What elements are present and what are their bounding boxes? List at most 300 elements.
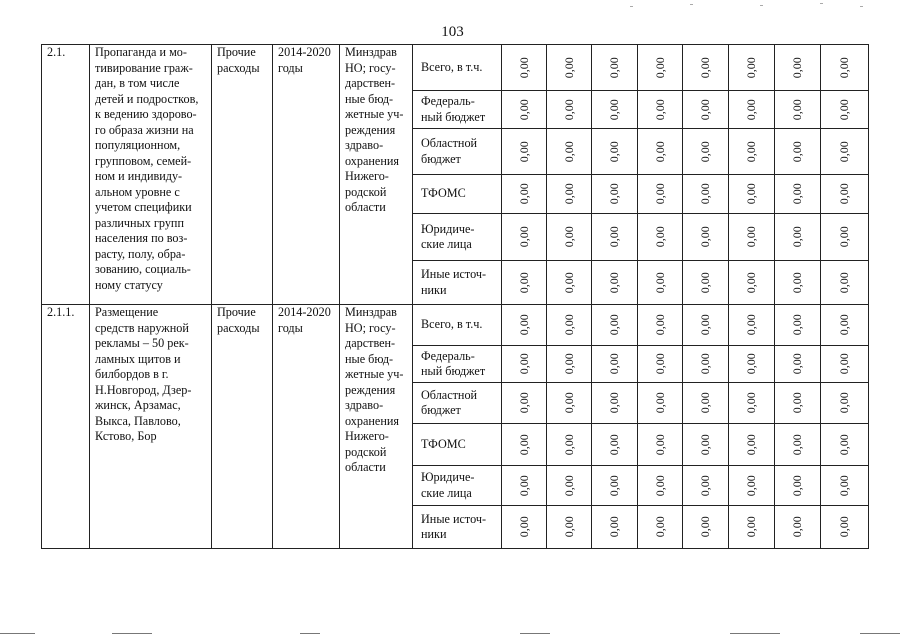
scan-edge-line [300, 633, 320, 634]
amount-value: 0,00 [606, 99, 621, 120]
amount-value: 0,00 [561, 272, 576, 293]
item-name-line: тивирование граж- [95, 60, 193, 75]
amount-value: 0,00 [606, 353, 621, 375]
executor-line: Минздрав [345, 45, 397, 59]
amount-value: 0,00 [561, 434, 576, 455]
funding-source [413, 261, 502, 305]
amount-cell [638, 346, 683, 383]
amount-value: 0,00 [516, 141, 531, 162]
amount-cell [638, 175, 683, 214]
executor-line: здраво- [345, 398, 384, 412]
amount-value: 0,00 [561, 226, 576, 248]
amount-value: 0,00 [789, 226, 804, 248]
amount-value: 0,00 [789, 183, 804, 205]
funding-source-line: ники [421, 527, 447, 541]
amount-cell [821, 424, 869, 466]
period [273, 305, 340, 549]
amount-value: 0,00 [606, 183, 621, 205]
amount-cell [547, 383, 592, 424]
executor-line: реждения [345, 382, 396, 397]
amount-cell [592, 424, 638, 466]
funding-source-line: Юридиче- [421, 221, 475, 236]
amount-value: 0,00 [652, 392, 667, 414]
amount-value: 0,00 [652, 475, 667, 496]
item-name-line: альном уровне с [95, 184, 180, 199]
funding-source [413, 305, 502, 346]
executor-line: дарствен- [345, 336, 396, 350]
amount-cell [502, 506, 547, 549]
scan-edge-mark [860, 6, 863, 7]
item-name-line: Кстово, Бор [95, 429, 157, 443]
item-name-line: ном и индивиду- [95, 169, 183, 183]
amount-value: 0,00 [743, 272, 758, 293]
amount-cell [638, 214, 683, 261]
period [273, 45, 340, 305]
amount-value: 0,00 [606, 475, 621, 496]
item-name-line: Пропаганда и мо- [95, 45, 187, 59]
amount-value: 0,00 [836, 141, 851, 162]
amount-value: 0,00 [606, 392, 621, 414]
amount-value: 0,00 [561, 516, 576, 538]
funding-source [413, 424, 502, 466]
amount-cell [592, 346, 638, 383]
amount-value: 0,00 [789, 314, 804, 336]
funding-source-line: бюджет [421, 151, 461, 166]
amount-value: 0,00 [743, 226, 758, 248]
amount-value: 0,00 [652, 99, 667, 120]
amount-cell [547, 506, 592, 549]
amount-value: 0,00 [516, 392, 531, 414]
amount-cell [683, 91, 729, 129]
executor [340, 45, 413, 305]
funding-source-line: Всего, в т.ч. [421, 59, 483, 74]
item-name-line: Размещение [95, 305, 159, 319]
amount-value: 0,00 [561, 141, 576, 162]
amount-cell [502, 466, 547, 506]
expense-type-line: Прочие [217, 45, 256, 59]
amount-cell [683, 45, 729, 91]
funding-source [413, 214, 502, 261]
amount-value: 0,00 [516, 272, 531, 293]
funding-source-line: ный бюджет [421, 364, 486, 378]
amount-cell [547, 261, 592, 305]
scan-edge-line [730, 633, 780, 634]
period-line: 2014-2020 [278, 45, 331, 59]
amount-cell [775, 175, 821, 214]
scan-edge-mark [820, 3, 823, 4]
amount-cell [729, 466, 775, 506]
amount-value: 0,00 [516, 353, 531, 375]
amount-cell [502, 424, 547, 466]
executor-line: области [345, 200, 386, 214]
amount-cell [821, 261, 869, 305]
amount-value: 0,00 [697, 392, 712, 414]
item-number: 2.1. [42, 45, 90, 305]
amount-value: 0,00 [743, 475, 758, 496]
amount-cell [821, 506, 869, 549]
amount-cell [683, 466, 729, 506]
funding-source-line: Областной [421, 387, 478, 402]
executor [340, 305, 413, 549]
amount-cell [502, 305, 547, 346]
amount-cell [729, 424, 775, 466]
amount-value: 0,00 [606, 516, 621, 538]
amount-cell [638, 506, 683, 549]
amount-cell [547, 305, 592, 346]
executor-line: Нижего- [345, 169, 389, 183]
item-name-line: средств наружной [95, 320, 189, 335]
funding-source [413, 45, 502, 91]
amount-value: 0,00 [652, 183, 667, 205]
amount-cell [547, 466, 592, 506]
amount-value: 0,00 [516, 226, 531, 248]
amount-cell [729, 175, 775, 214]
item-name-line: ламных щитов и [95, 351, 181, 366]
amount-value: 0,00 [606, 434, 621, 455]
funding-source [413, 466, 502, 506]
item-name-line: различных групп [95, 215, 184, 230]
item-name-line: групповом, семей- [95, 153, 192, 168]
scan-edge-mark [760, 5, 763, 6]
executor-line: жетные уч- [345, 367, 404, 381]
amount-cell [821, 45, 869, 91]
amount-value: 0,00 [606, 57, 621, 78]
scan-edge-line [112, 633, 152, 634]
amount-cell [683, 175, 729, 214]
amount-cell [502, 261, 547, 305]
amount-value: 0,00 [561, 99, 576, 120]
amount-cell [821, 175, 869, 214]
amount-cell [592, 383, 638, 424]
amount-value: 0,00 [516, 183, 531, 205]
period-line: годы [278, 320, 303, 335]
amount-cell [592, 45, 638, 91]
table-row [42, 45, 869, 91]
funding-source-line: Федераль- [421, 94, 475, 108]
amount-cell [638, 305, 683, 346]
executor-line: области [345, 460, 386, 474]
amount-cell [729, 91, 775, 129]
amount-value: 0,00 [743, 434, 758, 455]
amount-cell [592, 261, 638, 305]
amount-value: 0,00 [836, 57, 851, 78]
item-name-line: го образа жизни на [95, 122, 194, 137]
amount-cell [547, 45, 592, 91]
amount-cell [592, 466, 638, 506]
item-name-line: Выкса, Павлово, [95, 413, 181, 428]
expense-type-line: расходы [217, 60, 260, 75]
amount-cell [547, 91, 592, 129]
amount-cell [502, 346, 547, 383]
item-name-line: дан, в том числе [95, 76, 180, 90]
item-name-line: к ведению здорово- [95, 107, 197, 121]
executor-line: НО; госу- [345, 320, 396, 335]
funding-source-line: ские лица [421, 237, 472, 251]
amount-value: 0,00 [697, 353, 712, 375]
amount-cell [729, 214, 775, 261]
amount-value: 0,00 [743, 141, 758, 162]
amount-cell [547, 424, 592, 466]
expense-type [212, 305, 273, 549]
amount-value: 0,00 [697, 475, 712, 496]
amount-cell [775, 466, 821, 506]
amount-cell [638, 424, 683, 466]
amount-value: 0,00 [516, 516, 531, 538]
scan-edge-mark [630, 6, 633, 7]
funding-source [413, 346, 502, 383]
funding-source [413, 506, 502, 549]
amount-cell [683, 261, 729, 305]
funding-source-line: Иные источ- [421, 267, 487, 281]
amount-value: 0,00 [789, 99, 804, 120]
amount-cell [821, 383, 869, 424]
amount-cell [683, 506, 729, 549]
amount-cell [683, 305, 729, 346]
item-name-line: ному статусу [95, 277, 163, 292]
amount-value: 0,00 [652, 57, 667, 78]
amount-cell [821, 346, 869, 383]
item-name-line: населения по воз- [95, 231, 188, 245]
amount-cell [729, 45, 775, 91]
amount-cell [592, 175, 638, 214]
executor-line: родской [345, 184, 387, 199]
scan-edge-line [860, 633, 900, 634]
item-name-line: детей и подростков, [95, 91, 199, 106]
item-name [90, 45, 212, 305]
amount-cell [683, 129, 729, 175]
amount-value: 0,00 [836, 392, 851, 414]
executor-line: ные бюд- [345, 351, 394, 366]
amount-cell [775, 305, 821, 346]
funding-source [413, 175, 502, 214]
executor-line: здраво- [345, 138, 384, 152]
amount-cell [683, 346, 729, 383]
amount-value: 0,00 [697, 314, 712, 336]
funding-source-line: Юридиче- [421, 470, 475, 484]
amount-value: 0,00 [697, 272, 712, 293]
amount-cell [502, 129, 547, 175]
amount-value: 0,00 [652, 516, 667, 538]
amount-value: 0,00 [743, 392, 758, 414]
amount-value: 0,00 [516, 434, 531, 455]
amount-cell [683, 214, 729, 261]
period-line: 2014-2020 [278, 305, 331, 319]
executor-line: Минздрав [345, 305, 397, 319]
amount-cell [547, 214, 592, 261]
amount-cell [547, 129, 592, 175]
executor-line: родской [345, 444, 387, 459]
amount-cell [729, 305, 775, 346]
item-name-line: зованию, социаль- [95, 262, 191, 276]
expense-type-line: расходы [217, 320, 260, 335]
funding-source-line: ТФОМС [421, 186, 466, 201]
amount-value: 0,00 [836, 272, 851, 293]
table-row [42, 305, 869, 346]
amount-value: 0,00 [561, 183, 576, 205]
amount-value: 0,00 [697, 57, 712, 78]
item-name-line: рекламы – 50 рек- [95, 336, 189, 350]
amount-cell [821, 305, 869, 346]
amount-cell [547, 346, 592, 383]
funding-source [413, 129, 502, 175]
amount-cell [547, 175, 592, 214]
amount-value: 0,00 [697, 434, 712, 455]
funding-source-line: ские лица [421, 485, 472, 500]
amount-value: 0,00 [836, 226, 851, 248]
amount-value: 0,00 [836, 353, 851, 375]
amount-cell [729, 383, 775, 424]
amount-value: 0,00 [697, 226, 712, 248]
amount-value: 0,00 [561, 392, 576, 414]
amount-value: 0,00 [697, 99, 712, 120]
item-name-line: билбордов в г. [95, 367, 169, 381]
amount-cell [592, 506, 638, 549]
item-name-line: жинск, Арзамас, [95, 398, 181, 412]
amount-cell [775, 214, 821, 261]
amount-cell [638, 261, 683, 305]
amount-value: 0,00 [652, 226, 667, 248]
expense-type [212, 45, 273, 305]
amount-value: 0,00 [836, 99, 851, 120]
amount-value: 0,00 [789, 475, 804, 496]
amount-cell [775, 346, 821, 383]
item-name-line: Н.Новгород, Дзер- [95, 382, 192, 397]
funding-source-line: Федераль- [421, 348, 475, 363]
item-name-line: учетом специфики [95, 200, 192, 214]
funding-source-line: бюджет [421, 403, 461, 417]
amount-cell [821, 466, 869, 506]
executor-line: жетные уч- [345, 107, 404, 121]
executor-line: ные бюд- [345, 91, 394, 106]
amount-cell [821, 91, 869, 129]
amount-value: 0,00 [743, 57, 758, 78]
item-name-line: расту, полу, обра- [95, 246, 186, 261]
amount-cell [775, 261, 821, 305]
amount-value: 0,00 [606, 314, 621, 336]
amount-cell [729, 261, 775, 305]
executor-line: дарствен- [345, 76, 396, 90]
period-line: годы [278, 60, 303, 75]
amount-cell [502, 383, 547, 424]
amount-cell [638, 129, 683, 175]
funding-source-line: ТФОМС [421, 436, 466, 451]
amount-value: 0,00 [743, 314, 758, 336]
item-number: 2.1.1. [42, 305, 90, 549]
amount-value: 0,00 [697, 516, 712, 538]
amount-value: 0,00 [789, 272, 804, 293]
amount-cell [821, 214, 869, 261]
executor-line: охранения [345, 413, 399, 428]
funding-source [413, 91, 502, 129]
funding-source-line: Иные источ- [421, 511, 487, 526]
amount-cell [729, 129, 775, 175]
amount-cell [502, 214, 547, 261]
page-number: 103 [441, 24, 464, 40]
funding-source-line: ный бюджет [421, 109, 486, 124]
funding-source-line: Всего, в т.ч. [421, 317, 483, 332]
amount-cell [775, 506, 821, 549]
amount-value: 0,00 [836, 516, 851, 538]
item-name [90, 305, 212, 549]
item-name-line: популяционном, [95, 138, 181, 152]
funding-source-line: Областной [421, 136, 478, 150]
amount-cell [683, 383, 729, 424]
amount-cell [502, 175, 547, 214]
amount-value: 0,00 [516, 475, 531, 496]
amount-value: 0,00 [836, 314, 851, 336]
amount-value: 0,00 [697, 141, 712, 162]
amount-cell [729, 506, 775, 549]
executor-line: реждения [345, 122, 396, 137]
amount-value: 0,00 [743, 99, 758, 120]
amount-value: 0,00 [561, 353, 576, 375]
amount-cell [821, 129, 869, 175]
amount-cell [775, 383, 821, 424]
amount-cell [775, 424, 821, 466]
amount-cell [592, 214, 638, 261]
amount-cell [638, 45, 683, 91]
amount-value: 0,00 [789, 434, 804, 455]
amount-value: 0,00 [743, 516, 758, 538]
amount-value: 0,00 [836, 475, 851, 496]
amount-value: 0,00 [836, 434, 851, 455]
amount-value: 0,00 [516, 57, 531, 78]
amount-value: 0,00 [652, 272, 667, 293]
amount-cell [638, 91, 683, 129]
amount-value: 0,00 [561, 314, 576, 336]
amount-value: 0,00 [606, 226, 621, 248]
amount-cell [638, 466, 683, 506]
amount-value: 0,00 [697, 183, 712, 205]
amount-value: 0,00 [789, 392, 804, 414]
amount-value: 0,00 [652, 353, 667, 375]
executor-line: охранения [345, 153, 399, 168]
amount-cell [638, 383, 683, 424]
amount-value: 0,00 [606, 141, 621, 162]
amount-value: 0,00 [561, 57, 576, 78]
funding-source [413, 383, 502, 424]
amount-value: 0,00 [561, 475, 576, 496]
scan-edge-line [0, 633, 35, 634]
amount-value: 0,00 [789, 57, 804, 78]
budget-table [41, 44, 869, 549]
amount-value: 0,00 [652, 434, 667, 455]
amount-cell [592, 91, 638, 129]
amount-value: 0,00 [652, 314, 667, 336]
scan-edge-line [520, 633, 550, 634]
funding-source-line: ники [421, 282, 447, 297]
amount-cell [592, 305, 638, 346]
amount-cell [592, 129, 638, 175]
amount-value: 0,00 [789, 141, 804, 162]
executor-line: Нижего- [345, 429, 389, 443]
executor-line: НО; госу- [345, 60, 396, 75]
amount-value: 0,00 [743, 183, 758, 205]
scan-edge-mark [690, 4, 693, 5]
amount-value: 0,00 [516, 99, 531, 120]
amount-value: 0,00 [743, 353, 758, 375]
amount-value: 0,00 [836, 183, 851, 205]
amount-cell [502, 45, 547, 91]
amount-cell [775, 129, 821, 175]
amount-value: 0,00 [789, 353, 804, 375]
amount-cell [729, 346, 775, 383]
amount-value: 0,00 [652, 141, 667, 162]
amount-cell [502, 91, 547, 129]
amount-cell [775, 45, 821, 91]
amount-cell [683, 424, 729, 466]
amount-value: 0,00 [789, 516, 804, 538]
